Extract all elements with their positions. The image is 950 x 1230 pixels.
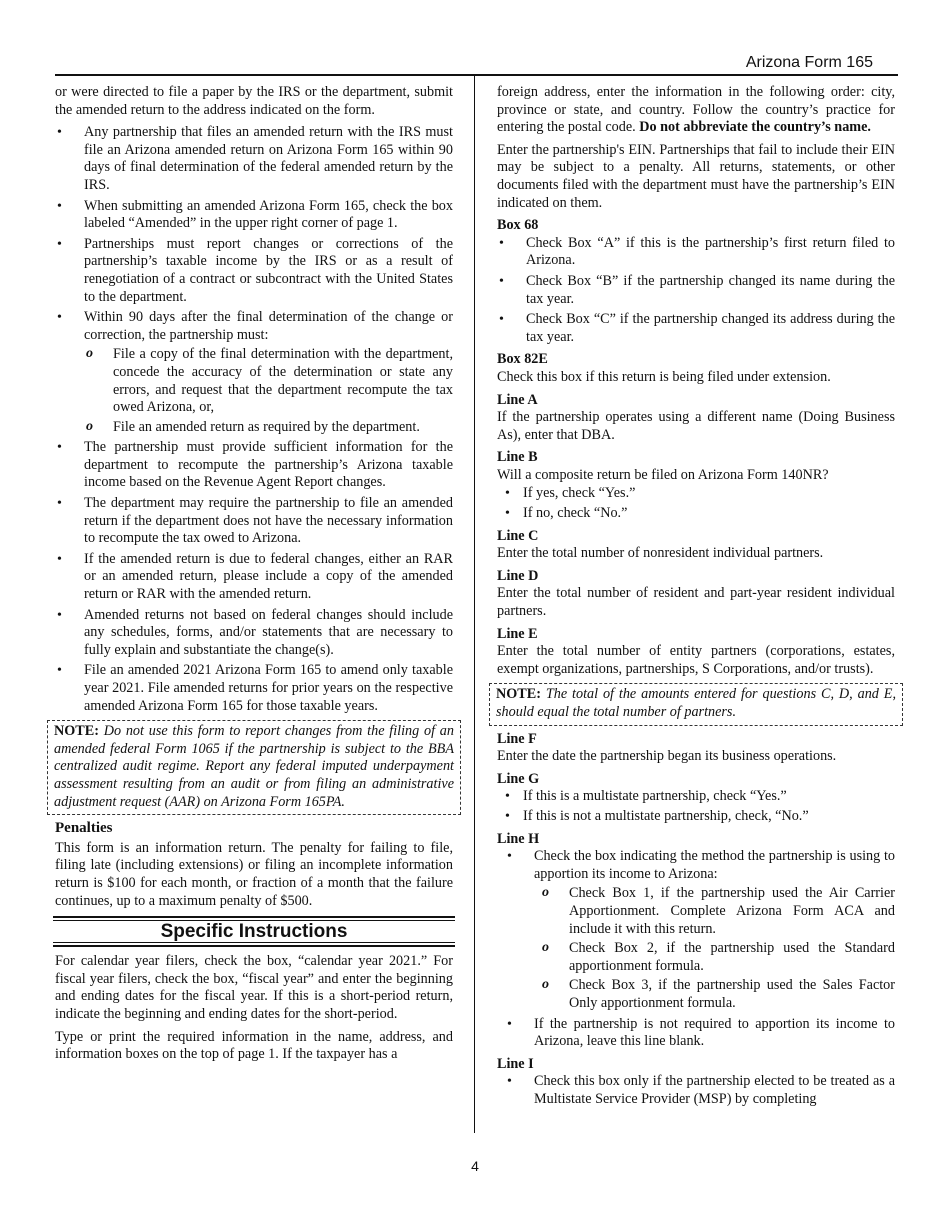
- specific-paragraph-1: For calendar year filers, check the box, “calendar year 2021.” For fiscal year filers, check the box, “fiscal year” and enter the beginning and ending dates for the fiscal year. If this is a short-period return, indicate the beginning and ending dates for the short-period.: [55, 953, 453, 1022]
- intro-paragraph: or were directed to file a paper by the IRS or the department, submit the amended return to the address indicated on the form.: [55, 84, 453, 118]
- list-item: • When submitting an amended Arizona Form 165, check the box labeled “Amended” in the upper right corner of page 1.: [55, 198, 453, 233]
- right-column: [497, 84, 895, 1113]
- linef-text: Enter the date the partnership began its business operations.: [497, 748, 837, 765]
- specific-instructions-band: [53, 916, 455, 947]
- address-paragraph: [497, 84, 895, 137]
- sub-list-item: o File a copy of the final determination with the department, concede the accuracy of the determination or state any errors, and request that the department recompute the tax owed Arizona, or,: [84, 346, 453, 416]
- list-item: • If this is a multistate partnership, check “Yes.”: [497, 788, 895, 806]
- linec-text: Enter the total number of nonresident individual partners.: [497, 545, 824, 562]
- linee-text: Enter the total number of entity partners (corporations, estates, exempt organizations, partnerships, S Corporations, and/or trusts).: [497, 643, 895, 677]
- list-item: • Check this box only if the partnership elected to be treated as a Multistate Service Provider (MSP) by completing: [505, 1073, 895, 1108]
- note-label: NOTE:: [54, 723, 99, 740]
- address-text: foreign address, enter the information in the following order: city, province or state, and country. Follow the country’s practice for entering the postal code.: [497, 84, 895, 136]
- list-item-text: Within 90 days after the final determination of the change or correction, the partnership must:: [84, 309, 453, 343]
- linea-heading: Line A: [497, 391, 538, 408]
- linec-heading: Line C: [497, 527, 539, 544]
- specific-instructions-heading: Specific Instructions: [160, 921, 348, 943]
- left-column: [55, 84, 453, 1069]
- form-header-title: Arizona Form 165: [745, 54, 873, 71]
- lineb-heading: Line B: [497, 449, 538, 466]
- linei-heading: Line I: [497, 1055, 534, 1072]
- box68-list: [497, 235, 895, 347]
- header-rule: [55, 74, 898, 76]
- page-number: 4: [471, 1158, 479, 1174]
- ein-paragraph: Enter the partnership's EIN. Partnerships that fail to include their EIN may be subject to a penalty. All returns, statements, or other documents filed with the department must have the partnership’s EIN indicated on them.: [497, 141, 895, 211]
- linef-heading: Line F: [497, 730, 537, 747]
- list-item: • The department may require the partnership to file an amended return if the department does not have the necessary information to recompute the tax owed to Arizona.: [55, 495, 453, 548]
- lined-text: Enter the total number of resident and part-year resident individual partners.: [497, 585, 895, 620]
- lined-heading: Line D: [497, 567, 539, 584]
- sub-list-item: o Check Box 2, if the partnership used the Standard apportionment formula.: [540, 940, 895, 975]
- list-item: • If the amended return is due to federal changes, either an RAR or an amended return, please include a copy of the amended return or RAR with the amended return.: [55, 551, 453, 604]
- lineb-text: Will a composite return be filed on Arizona Form 140NR?: [497, 466, 829, 483]
- box68-heading: Box 68: [497, 217, 539, 234]
- lineb-list: [497, 485, 895, 522]
- list-item: • If the partnership is not required to apportion its income to Arizona, leave this line blank.: [505, 1016, 895, 1051]
- list-item: • Check Box “B” if the partnership changed its name during the tax year.: [497, 273, 895, 308]
- linee-heading: Line E: [497, 625, 538, 642]
- list-item: • Partnerships must report changes or corrections of the partnership’s taxable income by the IRS or as a result of renegotiation of a contract or subcontract with the United States to the department.: [55, 236, 453, 306]
- list-item: [505, 848, 895, 1012]
- penalties-paragraph: This form is an information return. The penalty for failing to file, filing late (including extensions) or filing an incomplete information return is $100 for each month, or fraction of a month that the failure continues, up to a maximum penalty of $500.: [55, 839, 453, 909]
- lineh-sub-list: [540, 885, 895, 1012]
- sub-list-item: o File an amended return as required by the department.: [84, 419, 453, 437]
- column-divider: [474, 76, 475, 1133]
- list-item: • Any partnership that files an amended return with the IRS must file an Arizona amended return on Arizona Form 165 within 90 days of final determination of the federal amended return by the IRS.: [55, 124, 453, 194]
- list-item: • If this is not a multistate partnership, check, “No.”: [497, 808, 895, 826]
- note-text: The total of the amounts entered for questions C, D, and E, should equal the total number of partners.: [496, 686, 896, 720]
- note-text: Do not use this form to report changes from the filing of an amended federal Form 1065 if the partnership is subject to the BBA centralized audit regime. Report any federal imputed underpayment assessment resulting from an audit or from filing an administrative adjustment request (AAR) on Arizona Form 165PA.: [54, 723, 454, 810]
- list-item: [55, 309, 453, 436]
- lineh-heading: Line H: [497, 830, 540, 847]
- list-item: • Amended returns not based on federal changes should include any schedules, forms, and/or statements that are necessary to fully explain and substantiate the change(s).: [55, 607, 453, 660]
- sub-list-item: o Check Box 3, if the partnership used the Sales Factor Only apportionment formula.: [540, 977, 895, 1012]
- address-warning: Do not abbreviate the country’s name.: [639, 119, 871, 136]
- lineh-list: [497, 848, 895, 1051]
- box82e-heading: Box 82E: [497, 351, 548, 368]
- penalties-heading: Penalties: [55, 820, 113, 837]
- lineg-heading: Line G: [497, 770, 540, 787]
- sub-list-item: o Check Box 1, if the partnership used the Air Carrier Apportionment. Complete Arizona Form ACA and include it with this return.: [540, 885, 895, 938]
- note-box-partners: [489, 683, 903, 725]
- note-box-bba: [47, 720, 461, 815]
- list-item: • The partnership must provide sufficient information for the department to recompute the partnership’s Arizona taxable income based on the Revenue Agent Report changes.: [55, 439, 453, 492]
- sub-bullets: [84, 346, 453, 436]
- linei-list: [497, 1073, 895, 1108]
- note-label: NOTE:: [496, 686, 541, 703]
- list-item: • Check Box “C” if the partnership changed its address during the tax year.: [497, 311, 895, 346]
- list-item: • If yes, check “Yes.”: [497, 485, 895, 503]
- linea-text: If the partnership operates using a different name (Doing Business As), enter that DBA.: [497, 409, 895, 443]
- lineg-list: [497, 788, 895, 825]
- specific-paragraph-2: Type or print the required information in the name, address, and information boxes on the top of page 1. If the taxpayer has a: [55, 1028, 453, 1063]
- list-item: • File an amended 2021 Arizona Form 165 to amend only taxable year 2021. File amended returns for prior years on the respective amended Arizona Form 165 for those taxable years.: [55, 662, 453, 715]
- list-item-text: Check the box indicating the method the partnership is using to apportion its income to Arizona:: [534, 848, 895, 882]
- amended-bullets: [55, 124, 453, 715]
- list-item: • If no, check “No.”: [497, 505, 895, 523]
- list-item: • Check Box “A” if this is the partnership’s first return filed to Arizona.: [497, 235, 895, 270]
- box82e-text: Check this box if this return is being filed under extension.: [497, 368, 831, 385]
